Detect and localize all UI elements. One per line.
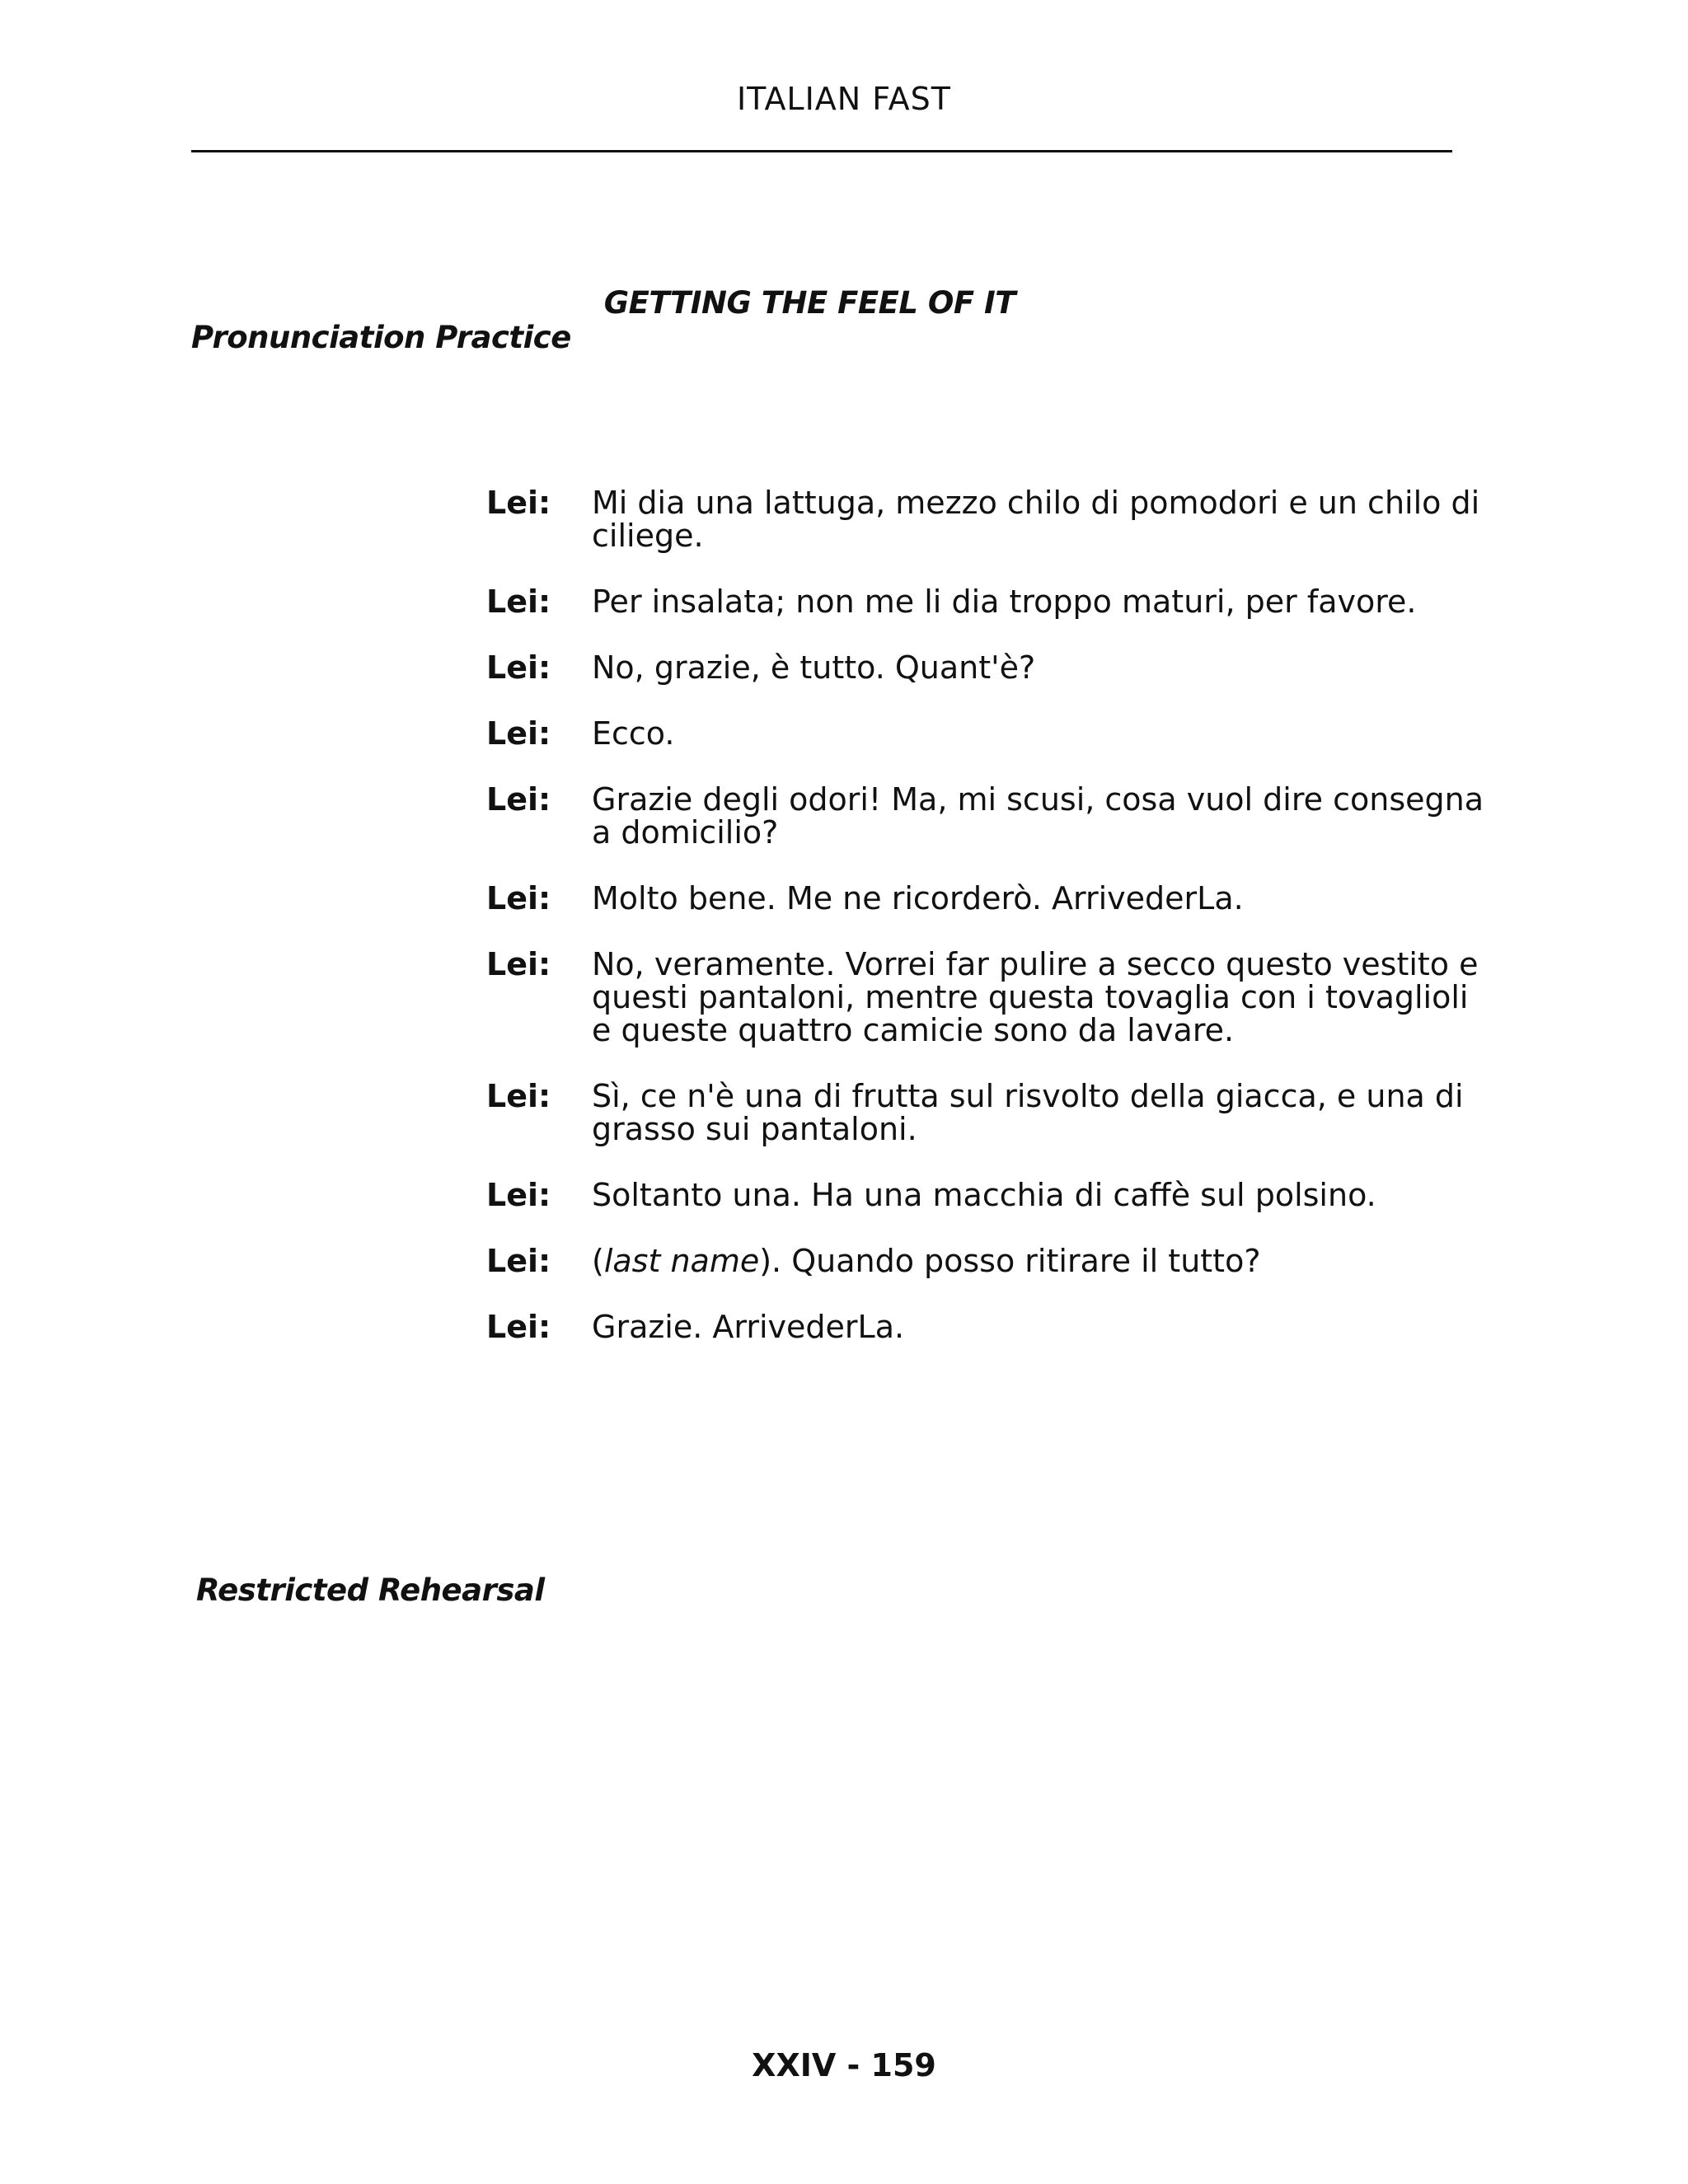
speaker-label: Lei: (486, 1309, 551, 1345)
speaker-label: Lei: (486, 583, 551, 620)
dialogue-line (486, 783, 1492, 849)
speech-text: Sì, ce n'è una di frutta sul risvolto della giacca, e una di grasso sui pantaloni. (592, 1078, 1464, 1147)
speech-text: No, veramente. Vorrei far pulire a secco questo vestito e questi pantaloni, mentre questa tovaglia con i tovaglioli e queste quattro camicie sono da lavare. (592, 946, 1479, 1048)
restricted-rehearsal-label: Restricted Rehearsal (196, 1572, 545, 1608)
speaker-label: Lei: (486, 946, 551, 982)
speaker-label: Lei: (486, 1243, 551, 1279)
dialogue-line (486, 1080, 1492, 1146)
dialogue-line (486, 948, 1492, 1047)
speech-text: Ecco. (592, 715, 675, 752)
speech-text (592, 1244, 1492, 1277)
speech-text: Grazie degli odori! Ma, mi scusi, cosa vuol dire consegna a domicilio? (592, 781, 1484, 851)
speaker-label: Lei: (486, 649, 551, 686)
dialogue-line (486, 717, 1492, 750)
speaker-label: Lei: (486, 880, 551, 916)
header-rule (191, 150, 1452, 152)
speaker-label: Lei: (486, 485, 551, 521)
speech-rest: ). Quando posso ritirare il tutto? (759, 1243, 1261, 1279)
speech-text: Molto bene. Me ne ricorderò. ArrivederLa. (592, 880, 1244, 916)
speech-text: Grazie. ArrivederLa. (592, 1309, 905, 1345)
dialogue-line (486, 486, 1492, 552)
dialogue-line (486, 1310, 1492, 1343)
speech-text: Per insalata; non me li dia troppo maturi, per favore. (592, 583, 1417, 620)
dialogue-line (486, 1179, 1492, 1212)
section-title: GETTING THE FEEL OF IT (603, 285, 1015, 321)
speech-italic-placeholder: last name (603, 1243, 760, 1279)
dialogue-line (486, 1244, 1492, 1277)
pronunciation-practice-label: Pronunciation Practice (191, 320, 571, 355)
dialogue-line (486, 882, 1492, 915)
speaker-label: Lei: (486, 781, 551, 818)
speaker-label: Lei: (486, 1177, 551, 1213)
dialogue-line (486, 585, 1492, 618)
speaker-label: Lei: (486, 715, 551, 752)
speech-text: No, grazie, è tutto. Quant'è? (592, 649, 1036, 686)
speech-text: Soltanto una. Ha una macchia di caffè sul polsino. (592, 1177, 1376, 1213)
running-head: ITALIAN FAST (736, 81, 952, 117)
dialogue (486, 486, 1492, 1376)
speaker-label: Lei: (486, 1078, 551, 1114)
dialogue-line (486, 651, 1492, 684)
speech-open-paren: ( (592, 1243, 604, 1279)
speech-text: Mi dia una lattuga, mezzo chilo di pomodori e un chilo di ciliege. (592, 485, 1480, 554)
page-number: XXIV - 159 (752, 2047, 936, 2083)
